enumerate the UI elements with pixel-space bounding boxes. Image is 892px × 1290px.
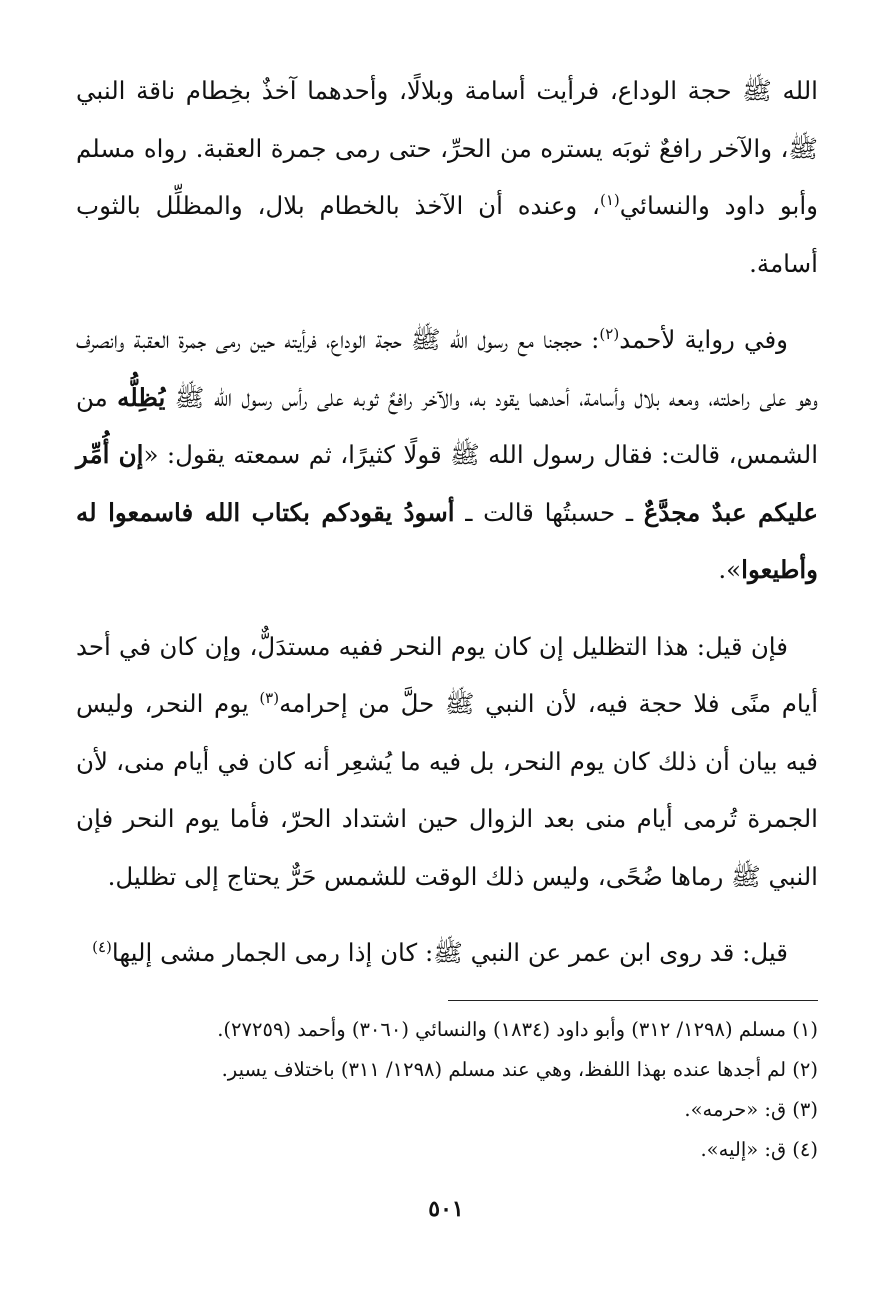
footnote-ref: (١) xyxy=(599,190,620,209)
page-number: ٥٠١ xyxy=(428,1196,464,1222)
footnote-divider xyxy=(448,1000,818,1001)
text-run: ، وعنده أن الآخذ بالخطام بلال، والمظلِّل بالثوب أسامة. xyxy=(76,191,818,278)
footnote-ref: (٢) xyxy=(599,324,620,343)
footnote-3: (٣) ق: «حرمه». xyxy=(684,1098,818,1121)
text-run: ». xyxy=(718,555,742,584)
paragraph-2 xyxy=(76,311,818,599)
footnote-ref: (٤) xyxy=(92,937,112,956)
text-run: يوم النحر، وليس فيه بيان أن ذلك كان يوم النحر، بل فيه ما يُشعِر أنه كان في أيام منى، لأن الجمرة تُرمى أيام منى بعد الزوال حين اشتداد الحرّ، فأما يوم النحر فإن النبي ﷺ رماها ضُحًى، وليس ذلك الوقت للشمس حَرٌّ يحتاج إلى تظليل. xyxy=(76,689,818,891)
footnote-4: (٤) ق: «إليه». xyxy=(700,1138,818,1161)
text-run: : حججنا مع رسول الله ﷺ حجة الوداع، فرأيته حين رمى جمرة العقبة وانصرف وهو على راحلته، ومعه بلال وأسامة، أحدهما يقود به، والآخر رافعٌ ثوبه على رأس رسول الله ﷺ xyxy=(76,325,818,412)
text-run: قيل: قد روى ابن عمر عن النبي ﷺ: كان إذا رمى الجمار مشى إليها xyxy=(111,938,788,967)
text-run: من الشمس، قالت: فقال رسول الله ﷺ قولًا كثيرًا، ثم سمعته يقول: « xyxy=(76,382,818,469)
text-run: وفي رواية لأحمد xyxy=(619,325,788,354)
footnotes xyxy=(76,1010,818,1170)
footnote-2: (٢) لم أجدها عنده بهذا اللفظ، وهي عند مسلم (١٢٩٨/ ٣١١) باختلاف يسير. xyxy=(221,1058,818,1081)
bold-text: يُظِلُّه xyxy=(117,382,166,412)
paragraph-4 xyxy=(76,924,818,982)
main-text xyxy=(76,62,818,982)
footnote-ref: (٣) xyxy=(259,688,280,707)
text-run: الله ﷺ حجة الوداع، فرأيت أسامة وبلالًا، وأحدهما آخذٌ بخِطام ناقة النبي ﷺ، والآخر رافعٌ ثوبَه يستره من الحرِّ، حتى رمى جمرة العقبة. رواه مسلم وأبو داود والنسائي xyxy=(76,76,818,220)
footnote-1: (١) مسلم (١٢٩٨/ ٣١٢) وأبو داود (١٨٣٤) والنسائي (٣٠٦٠) وأحمد (٢٧٢٥٩). xyxy=(217,1018,818,1041)
text-run: ـ حسبتُها قالت ـ xyxy=(454,497,644,527)
paragraph-3 xyxy=(76,618,818,906)
paragraph-1 xyxy=(76,62,818,292)
text-run: فإن قيل: هذا التظليل إن كان يوم النحر ففيه مستدَلٌّ، وإن كان في أحد أيام منًى فلا حجة فيه، لأن النبي ﷺ حلَّ من إحرامه xyxy=(76,631,818,718)
bold-text: أسودُ يقودكم بكتاب الله فاسمعوا له وأطيعوا xyxy=(76,497,818,584)
bold-text: إن أُمِّر عليكم عبدٌ مجدَّعٌ xyxy=(76,440,818,527)
